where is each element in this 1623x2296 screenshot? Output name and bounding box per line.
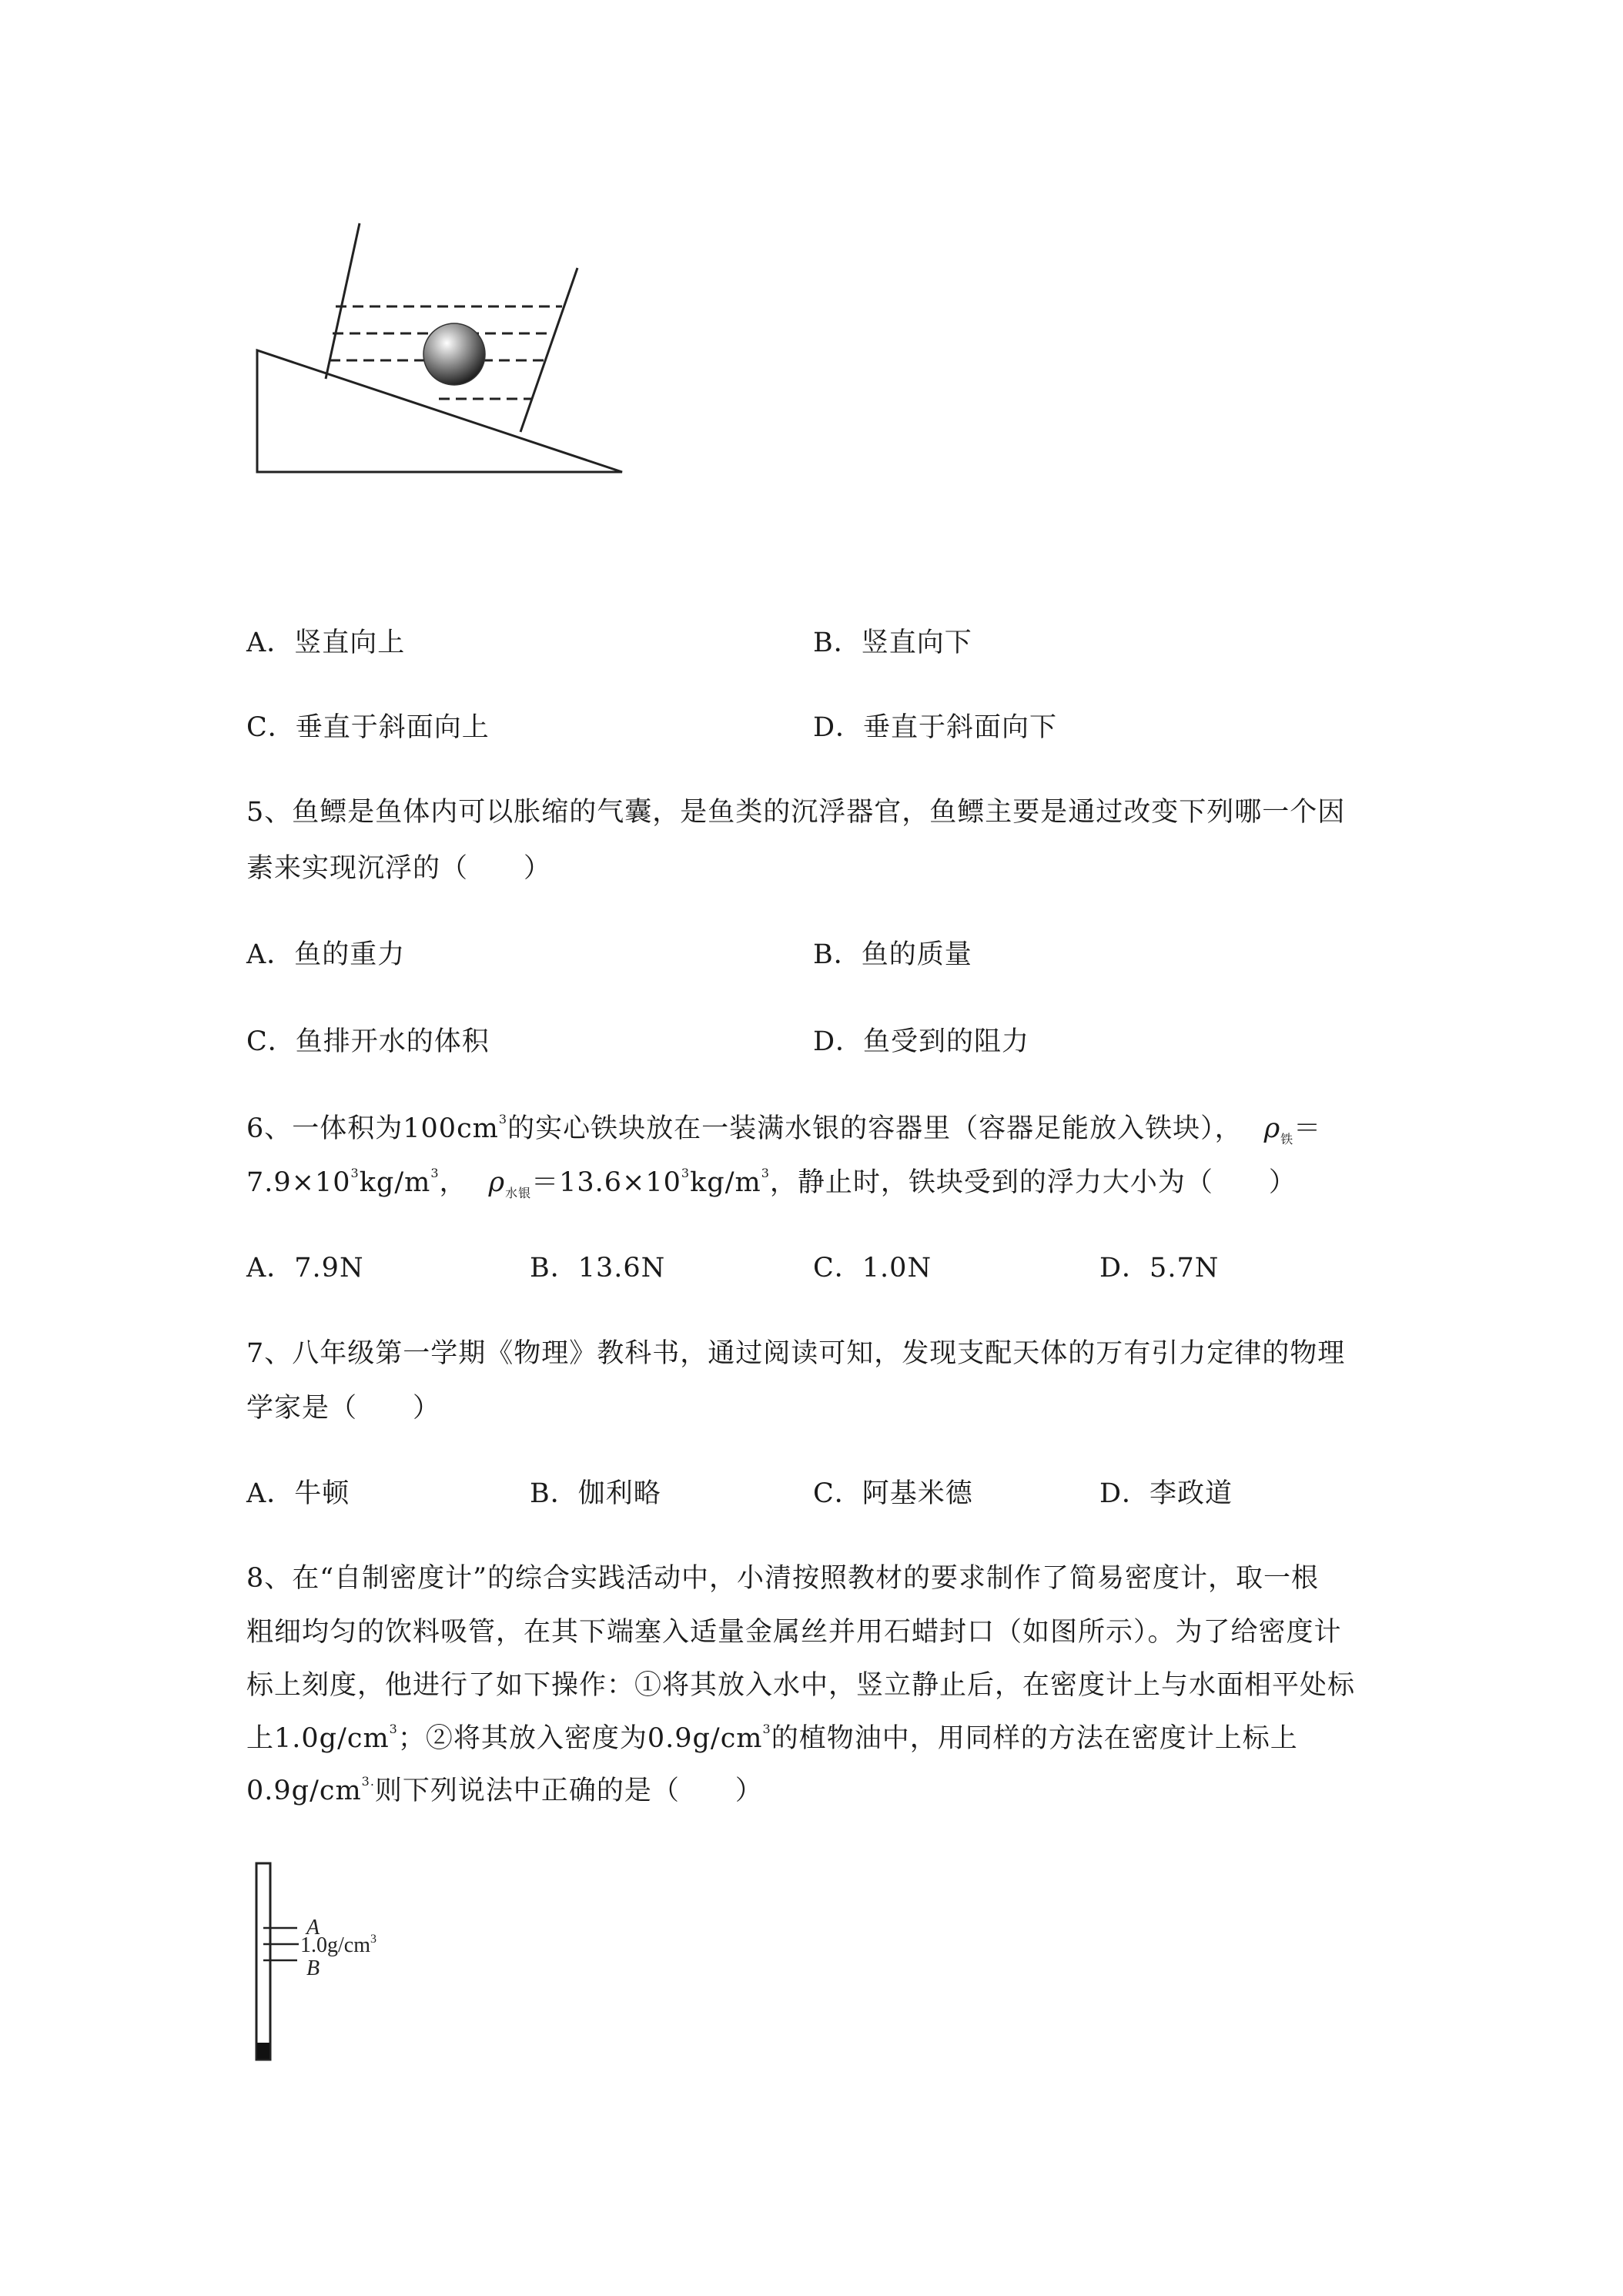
q6-text: 的实心铁块放在一装满水银的容器里（容器足能放入铁块）， <box>507 1113 1243 1144</box>
superscript: 3 <box>430 1166 440 1180</box>
label-density-mark-text: 1.0g/cm <box>300 1933 370 1957</box>
q6-option-a: A．7.9N <box>246 1253 364 1284</box>
q6-option-c: C．1.0N <box>813 1253 932 1284</box>
q5-stem-line2: 素来实现沉浮的（ ） <box>246 853 552 884</box>
q7-option-c: C．阿基米德 <box>813 1478 973 1509</box>
q5-option-d: D．鱼受到的阻力 <box>813 1026 1030 1057</box>
q8-text: 上1.0g/cm <box>246 1723 390 1754</box>
q8-stem-line4 <box>246 1723 1298 1754</box>
q8-text: 0.9g/cm <box>246 1776 362 1806</box>
superscript: 3 <box>350 1166 360 1180</box>
superscript: 3 <box>498 1112 508 1126</box>
q7-stem-line2: 学家是（ ） <box>246 1393 441 1424</box>
q7-option-d: D．李政道 <box>1099 1478 1233 1509</box>
superscript: 3 <box>762 1722 771 1736</box>
incline-container-figure <box>246 216 631 477</box>
q5-option-a: A．鱼的重力 <box>246 939 406 970</box>
superscript: 3 <box>389 1722 398 1736</box>
q6-text: ＝ <box>1293 1113 1322 1144</box>
q7-stem-line1: 7、八年级第一学期《物理》教科书，通过阅读可知，发现支配天体的万有引力定律的物理 <box>246 1338 1346 1369</box>
q6-option-b: B．13.6N <box>530 1253 666 1284</box>
q4-option-a: A．竖直向上 <box>246 628 406 658</box>
subscript-mercury: 水银 <box>505 1186 532 1200</box>
straw-tube <box>256 1863 270 2060</box>
q6-text: kg/m <box>690 1167 761 1198</box>
q5-option-b: B．鱼的质量 <box>813 939 972 970</box>
q8-text: ；②将其放入密度为0.9g/cm <box>397 1723 763 1754</box>
container-right-wall <box>520 268 577 432</box>
q7-option-b: B．伽利略 <box>530 1478 661 1509</box>
q4-option-c: C．垂直于斜面向上 <box>246 712 490 743</box>
q8-stem-line1: 8、在“自制密度计”的综合实践活动中，小清按照教材的要求制作了简易密度计，取一根 <box>246 1563 1320 1594</box>
superscript: 3. <box>361 1774 375 1789</box>
label-density-mark-sup: 3 <box>370 1933 376 1946</box>
q8-stem-line3: 标上刻度，他进行了如下操作：①将其放入水中，竖立静止后，在密度计上与水面相平处标 <box>246 1670 1356 1701</box>
q8-text: 的植物油中，用同样的方法在密度计上标上 <box>771 1723 1298 1754</box>
superscript: 3 <box>761 1166 770 1180</box>
q5-stem-line1: 5、鱼鳔是鱼体内可以胀缩的气囊，是鱼类的沉浮器官，鱼鳔主要是通过改变下列哪一个因 <box>246 797 1346 828</box>
q6-stem-line2 <box>246 1167 1297 1198</box>
q4-option-b: B．竖直向下 <box>813 628 972 658</box>
superscript: 3 <box>681 1166 691 1180</box>
container-left-wall <box>326 223 360 379</box>
q4-option-d: D．垂直于斜面向下 <box>813 712 1058 743</box>
rho-symbol: ρ <box>1263 1113 1281 1144</box>
rho-symbol: ρ <box>488 1167 506 1198</box>
q8-stem-line2: 粗细均匀的饮料吸管，在其下端塞入适量金属丝并用石蜡封口（如图所示）。为了给密度计 <box>246 1617 1342 1648</box>
q6-option-d: D．5.7N <box>1099 1253 1220 1284</box>
q5-option-c: C．鱼排开水的体积 <box>246 1026 490 1057</box>
label-b: B <box>306 1956 320 1980</box>
q6-text: ＝13.6×10 <box>531 1167 681 1198</box>
metal-wire-plug <box>257 2043 269 2059</box>
q7-option-a: A．牛顿 <box>246 1478 350 1509</box>
density-meter-figure <box>246 1859 416 2067</box>
q6-text: kg/m <box>359 1167 431 1198</box>
q6-text: ， <box>439 1167 467 1198</box>
q8-text: 则下列说法中正确的是（ ） <box>374 1776 763 1806</box>
q6-stem-line1 <box>246 1113 1321 1144</box>
label-a: A <box>306 1916 320 1940</box>
q6-text: ，静止时，铁块受到的浮力大小为（ ） <box>769 1167 1297 1198</box>
subscript-iron: 铁 <box>1280 1132 1294 1146</box>
q8-stem-line5 <box>246 1776 763 1806</box>
q6-text: 7.9×10 <box>246 1167 351 1198</box>
ball <box>423 323 485 385</box>
label-density-mark <box>300 1933 376 1957</box>
q6-text: 6、一体积为100cm <box>246 1113 499 1144</box>
